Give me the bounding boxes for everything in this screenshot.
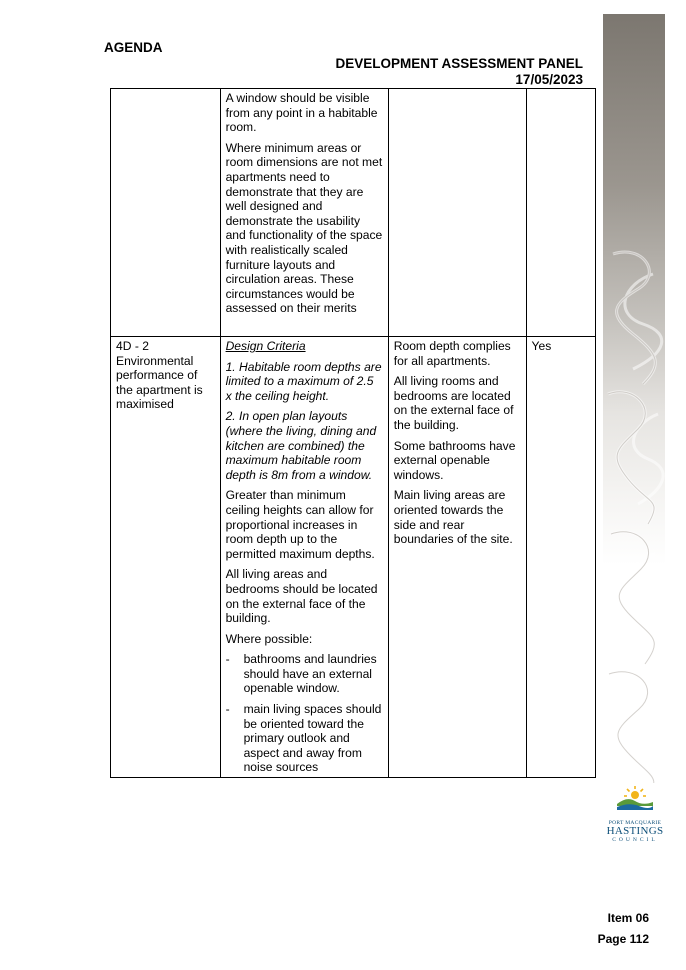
council-logo bbox=[600, 783, 670, 845]
design-criteria-heading: Design Criteria bbox=[225, 339, 306, 353]
logo-line-3: COUNCIL bbox=[612, 837, 658, 843]
table-row bbox=[111, 337, 596, 778]
logo-line-2: HASTINGS bbox=[606, 825, 664, 837]
guidance-cell bbox=[220, 337, 388, 778]
comment-paragraph: Main living areas are oriented towards the side and rear boundaries of the site. bbox=[393, 488, 513, 547]
compliance-cell bbox=[526, 89, 595, 337]
bullet-item bbox=[226, 652, 383, 696]
swirl-pattern-icon bbox=[603, 244, 665, 804]
comment-cell bbox=[388, 337, 526, 778]
guidance-paragraph: Greater than minimum ceiling heights can allow for proportional increases in room depth up to the permitted maximum depths. bbox=[225, 488, 375, 561]
bullet-item bbox=[226, 702, 383, 775]
objective-cell: 4D - 2 Environmental performance of the apartment is maximised bbox=[111, 337, 221, 778]
meeting-date: 17/05/2023 bbox=[515, 72, 583, 87]
criteria-item: 2. In open plan layouts (where the living, dining and kitchen are combined) the maximum habitable room depth is 8m from a window. bbox=[225, 409, 377, 482]
agenda-label: AGENDA bbox=[104, 40, 163, 55]
guidance-paragraph: All living areas and bedrooms should be located on the external face of the building. bbox=[225, 567, 378, 626]
objective-cell bbox=[111, 89, 221, 337]
guidance-paragraph: Where minimum areas or room dimensions are not met apartments need to demonstrate that they are well designed and demonstrate the usability and functionality of the space with realistically scaled furniture layouts and circulation areas. These circumstances would be assessed on their merits bbox=[225, 140, 383, 316]
comment-paragraph: Some bathrooms have external openable windows. bbox=[393, 438, 516, 482]
guidance-paragraph: A window should be visible from any point in a habitable room. bbox=[225, 91, 378, 135]
bullet-text: main living spaces should be oriented toward the primary outlook and aspect and away from noise sources bbox=[243, 702, 382, 775]
compliance-cell: Yes bbox=[526, 337, 595, 778]
comment-paragraph: Room depth complies for all apartments. bbox=[393, 339, 511, 368]
item-number: Item 06 bbox=[607, 911, 649, 925]
page-number: Page 112 bbox=[597, 932, 649, 946]
bullet-marker: - bbox=[225, 652, 230, 667]
bullet-text: bathrooms and laundries should have an external openable window. bbox=[243, 652, 377, 696]
logo-line-1: PORT MACQUARIE bbox=[608, 820, 662, 826]
panel-header bbox=[335, 56, 583, 88]
bullet-marker: - bbox=[225, 702, 230, 717]
guidance-cell bbox=[220, 89, 388, 337]
guidance-paragraph: Where possible: bbox=[225, 631, 313, 646]
assessment-table bbox=[110, 88, 596, 778]
comment-cell bbox=[388, 89, 526, 337]
criteria-item: 1. Habitable room depths are limited to a maximum of 2.5 x the ceiling height. bbox=[225, 359, 382, 403]
panel-title: DEVELOPMENT ASSESSMENT PANEL bbox=[335, 56, 583, 71]
comment-paragraph: All living rooms and bedrooms are located on the external face of the building. bbox=[393, 374, 514, 432]
table-row bbox=[111, 89, 596, 337]
sun-hills-icon bbox=[615, 785, 655, 813]
